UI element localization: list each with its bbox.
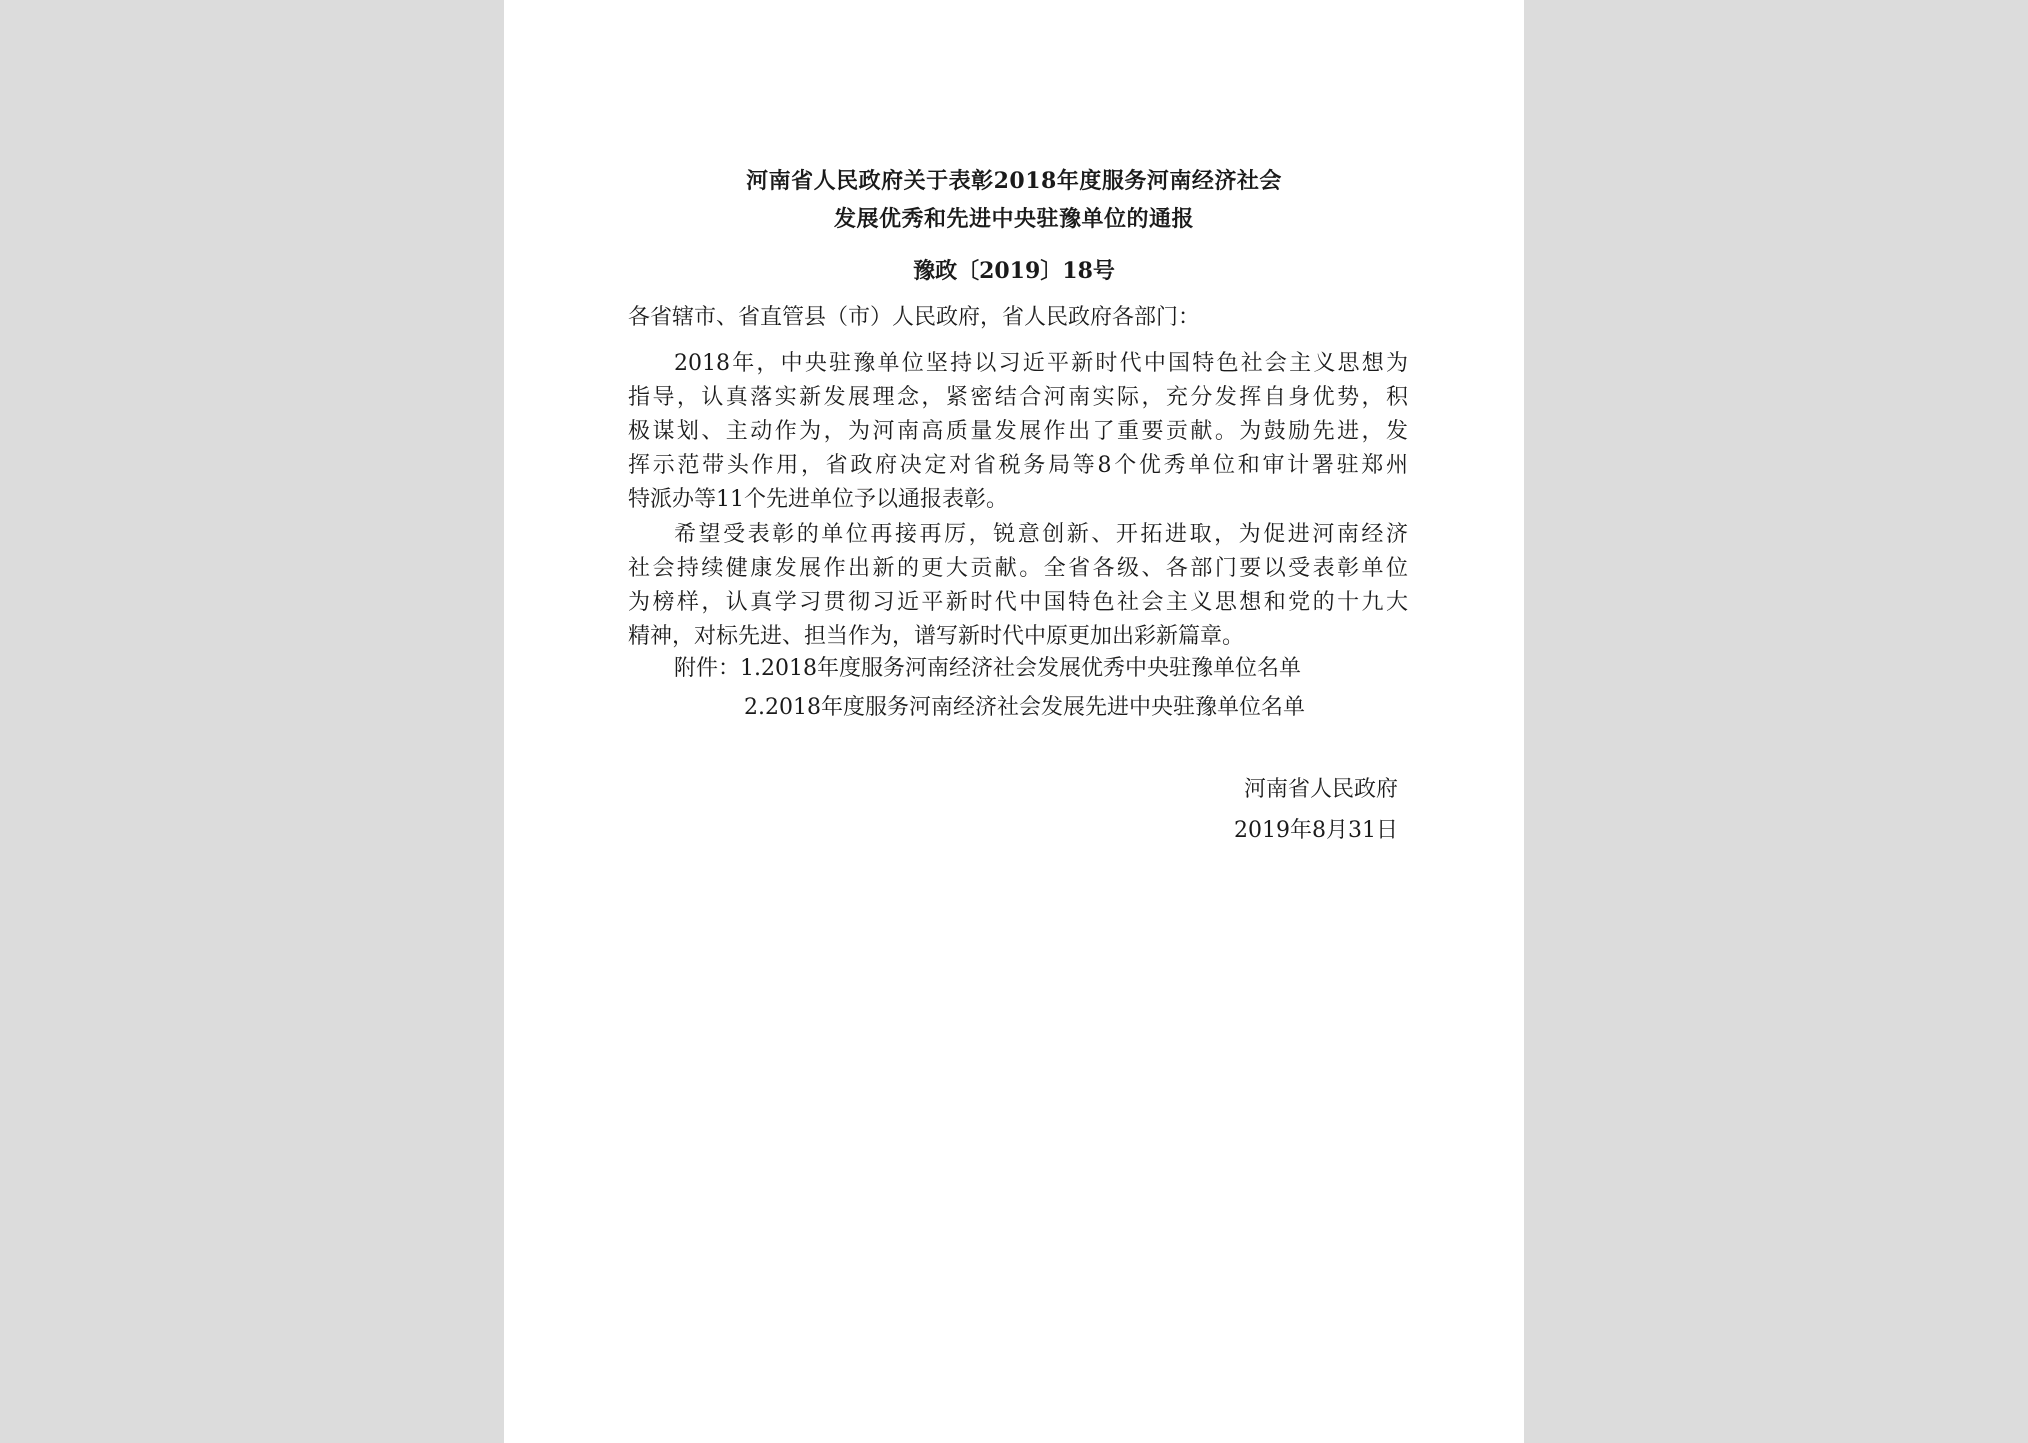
paragraph-1-line: 挥示范带头作用，省政府决定对省税务局等8个优秀单位和审计署驻郑州 [628,453,1408,478]
paragraph-2-line: 社会持续健康发展作出新的更大贡献。全省各级、各部门要以受表彰单位 [628,556,1408,581]
paragraph-1-line: 极谋划、主动作为，为河南高质量发展作出了重要贡献。为鼓励先进，发 [628,419,1408,444]
salutation: 各省辖市、省直管县（市）人民政府，省人民政府各部门： [628,305,1201,330]
paragraph-2-line: 希望受表彰的单位再接再厉，锐意创新、开拓进取，为促进河南经济 [674,522,1408,547]
paragraph-1-line: 特派办等11个先进单位予以通报表彰。 [628,487,1008,512]
document-title-line-1: 河南省人民政府关于表彰2018年度服务河南经济社会 [746,168,1282,194]
issuer-signature: 河南省人民政府 [1243,777,1398,802]
document-title-line-2: 发展优秀和先进中央驻豫单位的通报 [833,206,1194,232]
issue-date: 2019年8月31日 [1234,818,1398,843]
paragraph-2-line: 为榜样，认真学习贯彻习近平新时代中国特色社会主义思想和党的十九大 [628,590,1408,615]
paragraph-1-line: 2018年，中央驻豫单位坚持以习近平新时代中国特色社会主义思想为 [674,351,1408,376]
document-number: 豫政〔2019〕18号 [913,258,1115,284]
paragraph-2-line: 精神，对标先进、担当作为，谱写新时代中原更加出彩新篇章。 [628,624,1245,649]
attachment-1: 附件：1.2018年度服务河南经济社会发展优秀中央驻豫单位名单 [674,656,1301,681]
paragraph-1-line: 指导，认真落实新发展理念，紧密结合河南实际，充分发挥自身优势，积 [628,385,1408,410]
attachment-2: 2.2018年度服务河南经济社会发展先进中央驻豫单位名单 [744,695,1305,720]
document-page [504,0,1524,1443]
